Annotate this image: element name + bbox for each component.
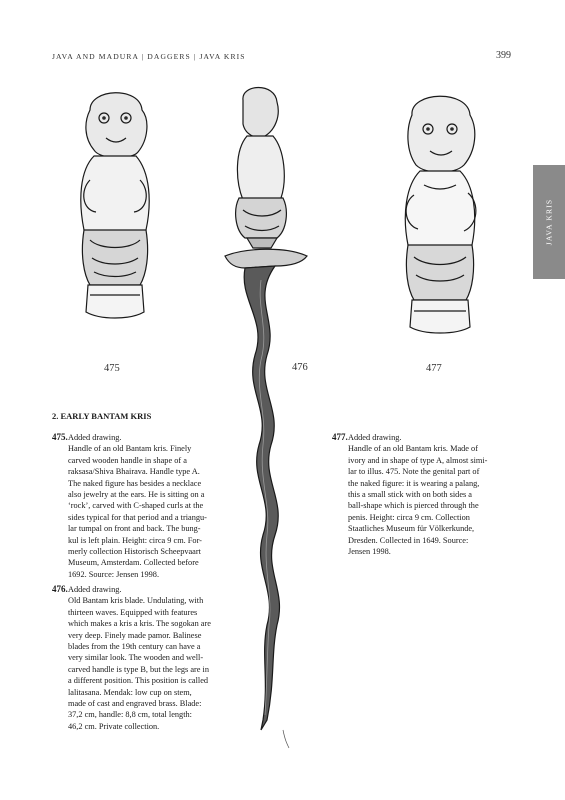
entry-475-line: The naked figure has besides a necklace xyxy=(68,478,202,488)
entry-475-line: Handle of an old Bantam kris. Finely xyxy=(68,444,192,454)
entry-476-line: blades from the 19th century can have a xyxy=(68,642,201,652)
entry-476-line: thirteen waves. Equipped with features xyxy=(68,607,198,617)
entry-475-line: Added drawing. xyxy=(68,433,122,442)
entry-475-line: raksasa/Shiva Bhairava. Handle type A. xyxy=(68,467,200,477)
entry-475-line: Museum, Amsterdam. Collected before xyxy=(68,558,199,568)
entry-475-line: sides typical for that period and a triangu- xyxy=(68,512,207,522)
figure-476-label: 476 xyxy=(292,362,308,373)
side-tab-label: JAVA KRIS xyxy=(544,198,554,246)
entry-476-line: a different position. This position is called xyxy=(68,676,209,686)
running-header: JAVA AND MADURA | DAGGERS | JAVA KRIS xyxy=(52,52,246,61)
entry-475-line: lar tumpal on front and back. The bung- xyxy=(68,524,201,534)
entry-475-line: kul is left plain. Height: circa 9 cm. For- xyxy=(68,535,202,545)
section-title: 2. EARLY BANTAM KRIS xyxy=(52,411,152,421)
entry-475-line: also jewelry at the ears. He is sitting on a xyxy=(68,490,205,500)
entry-477-line: penis. Height: circa 9 cm. Collection xyxy=(348,512,470,522)
figure-475-label: 475 xyxy=(104,363,120,374)
entry-477-line: Added drawing. xyxy=(348,433,402,442)
entry-476-line: very similar look. The wooden and well- xyxy=(68,653,204,663)
entry-477-line: Jensen 1998. xyxy=(348,547,391,557)
side-tab xyxy=(533,165,565,279)
entry-477-line: Staatliches Museum für Völkerkunde, xyxy=(348,524,475,534)
figure-477-handle-drawing xyxy=(384,85,494,355)
entry-476 xyxy=(52,584,242,732)
figure-475-handle-drawing xyxy=(60,80,170,340)
entry-476-line: lalitasana. Mendak: low cup on stem, xyxy=(68,687,192,697)
entry-476-line: Old Bantam kris blade. Undulating, with xyxy=(68,596,204,606)
entry-475 xyxy=(52,432,242,580)
entry-476-line: made of cast and engraved brass. Blade: xyxy=(68,699,202,709)
entry-476-number: 476. xyxy=(52,584,68,594)
page-number: 399 xyxy=(496,50,511,61)
entry-477-number: 477. xyxy=(332,432,348,442)
entry-477-line: ivory and in shape of type A, almost simi- xyxy=(348,455,488,465)
entry-475-number: 475. xyxy=(52,432,68,442)
entry-477-line: the naked figure: it is wearing a palang, xyxy=(348,478,480,488)
entry-475-line: merly collection Historisch Scheepvaart xyxy=(68,547,201,557)
entry-477 xyxy=(332,432,522,557)
entry-476-line: very deep. Finely made pamor. Balinese xyxy=(68,630,202,640)
entry-476-line: 37,2 cm, handle: 8,8 cm, total length: xyxy=(68,710,192,720)
entry-476-line: which makes a kris a kris. The sogokan are xyxy=(68,619,211,629)
entry-475-line: 1692. Source: Jensen 1998. xyxy=(68,569,160,579)
entry-476-line: 46,2 cm. Private collection. xyxy=(68,721,160,731)
figure-477-label: 477 xyxy=(426,363,442,374)
entry-477-line: Handle of an old Bantam kris. Made of xyxy=(348,444,478,454)
entry-475-line: ‘rock’, carved with C-shaped curls at the xyxy=(68,501,204,511)
entry-475-line: carved wooden handle in shape of a xyxy=(68,455,187,465)
entry-476-line: Added drawing. xyxy=(68,585,122,594)
entry-476-line: carved handle is type B, but the legs are in xyxy=(68,664,210,674)
entry-477-line: lar to illus. 475. Note the genital part of xyxy=(348,467,480,477)
entry-477-line: Dresden. Collected in 1649. Source: xyxy=(348,535,469,545)
entry-477-line: ball-shape which is pierced through the xyxy=(348,501,479,511)
entry-477-line: this a small stick with on both sides a xyxy=(348,490,472,500)
